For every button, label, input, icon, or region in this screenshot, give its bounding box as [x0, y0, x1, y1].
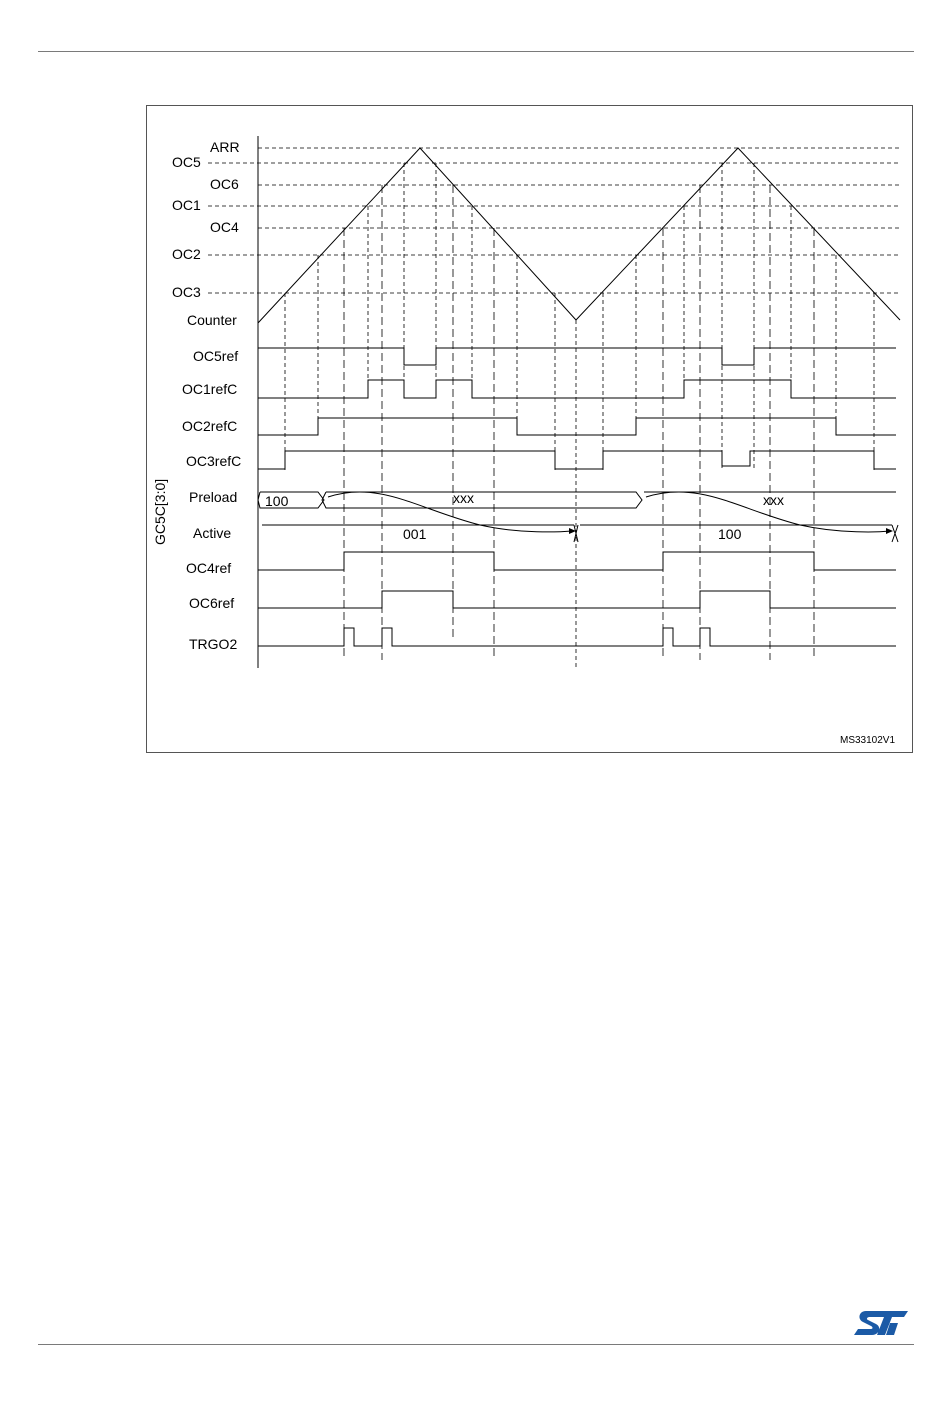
label-oc3refc: OC3refC	[186, 453, 242, 469]
group-label: GC5C[3:0]	[152, 478, 168, 545]
active-bus	[262, 525, 898, 542]
threshold-lines	[208, 148, 900, 293]
oc2refc-wave	[258, 418, 896, 435]
label-trgo2: TRGO2	[189, 636, 238, 652]
label-preload: Preload	[189, 489, 238, 505]
trgo2-wave	[258, 628, 896, 646]
arrow-head-2	[886, 528, 893, 534]
label-active: Active	[193, 525, 232, 541]
label-oc1: OC1	[172, 197, 201, 213]
label-oc5: OC5	[172, 154, 201, 170]
oc6ref-wave	[258, 591, 896, 608]
label-oc2: OC2	[172, 246, 201, 262]
label-arr: ARR	[210, 139, 240, 155]
oc1refc-wave	[258, 380, 896, 398]
event-lines	[285, 163, 874, 668]
label-oc6ref: OC6ref	[189, 595, 235, 611]
st-logo-icon	[852, 1308, 910, 1338]
label-oc2refc: OC2refC	[182, 418, 238, 434]
waveforms	[258, 348, 896, 646]
active-value-0: 001	[403, 526, 427, 542]
label-oc4ref: OC4ref	[186, 560, 232, 576]
active-value-1: 100	[718, 526, 742, 542]
figure-id: MS33102V1	[840, 735, 896, 746]
oc3refc-wave	[258, 451, 896, 469]
oc5ref-wave	[258, 348, 896, 365]
label-oc1refc: OC1refC	[182, 381, 238, 397]
label-counter: Counter	[187, 312, 237, 328]
label-oc6: OC6	[210, 176, 239, 192]
oc4ref-wave	[258, 552, 896, 570]
preload-bus	[258, 492, 896, 532]
label-oc5ref: OC5ref	[193, 348, 239, 364]
counter-waveform	[258, 148, 900, 323]
preload-value-1: xxx	[453, 490, 474, 506]
label-oc4: OC4	[210, 219, 239, 235]
preload-value-2: xxx	[763, 492, 784, 508]
label-oc3: OC3	[172, 284, 201, 300]
preload-value-0: 100	[265, 493, 289, 509]
footer-rule	[38, 1344, 914, 1345]
